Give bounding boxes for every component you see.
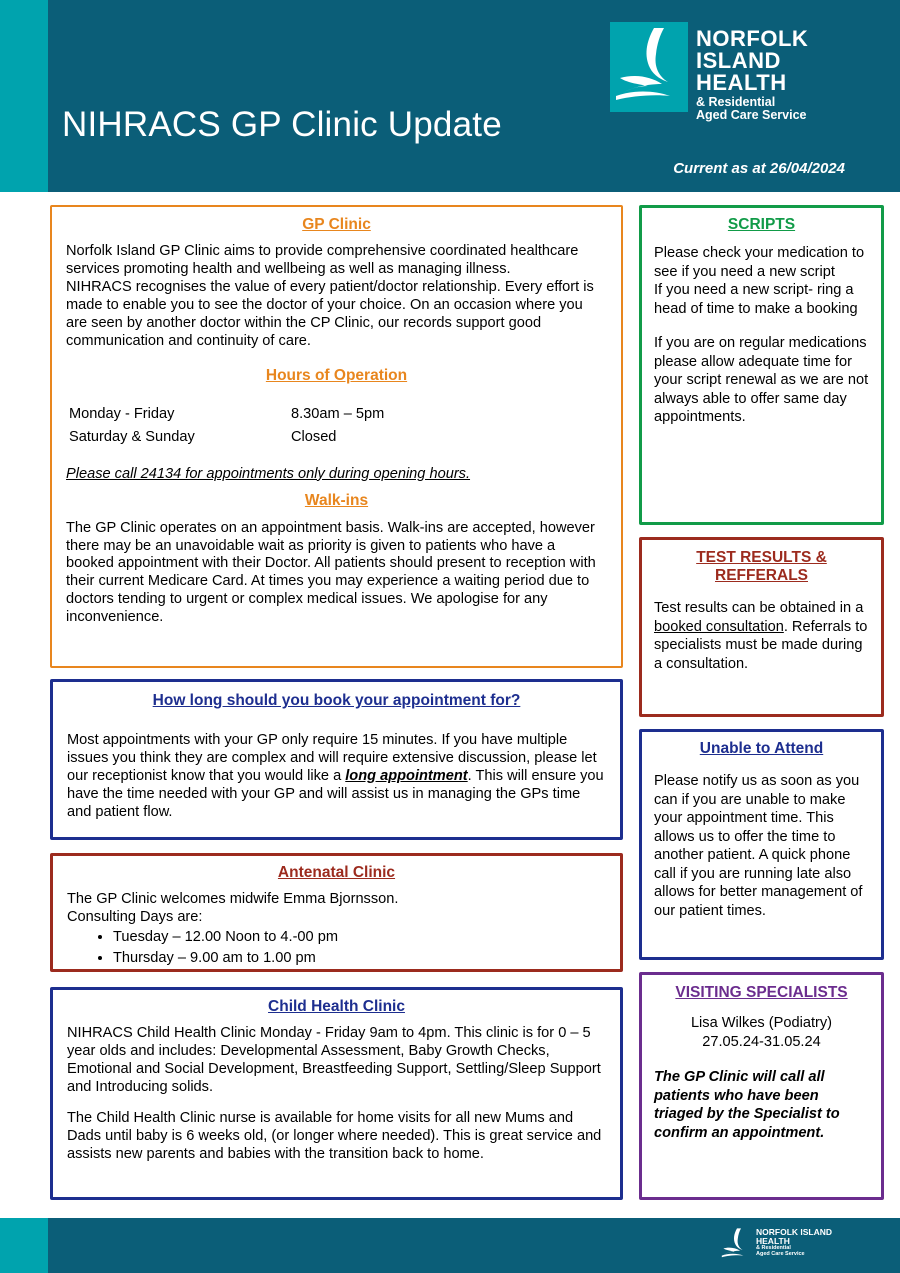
- appointment-length-title: How long should you book your appointment for?: [152, 692, 521, 709]
- list-item: • Tuesday – 12.00 Noon to 4.-00 pm: [113, 927, 606, 948]
- table-row: [68, 427, 605, 448]
- antenatal-days-list: [67, 927, 606, 969]
- test-results-text: [654, 599, 869, 673]
- footer-logo-mark-icon: [718, 1226, 752, 1262]
- appointment-length-text-part1: Most appointments with your GP only require 15 minutes. If you have multiple issues you think they are complex and will require extensive discussion, please let our receptionist know that you would like a: [67, 732, 597, 784]
- appointment-length-emphasis: long appointment: [345, 767, 468, 784]
- scripts-title: SCRIPTS: [727, 216, 796, 233]
- antenatal-clinic-section: [50, 853, 623, 972]
- footer-accent-bar: [0, 1218, 48, 1273]
- visiting-specialists-note: The GP Clinic will call all patients who have been triaged by the Specialist to confirm an appointment.: [654, 1069, 840, 1141]
- visiting-specialists-title: VISITING SPECIALISTS: [675, 984, 848, 1001]
- unable-to-attend-section: [639, 729, 884, 960]
- test-results-emphasis: booked consultation: [654, 618, 784, 635]
- test-results-section: [639, 537, 884, 717]
- unable-to-attend-text: Please notify us as soon as you can if you are unable to make your appointment time. This allows us to offer the time to another patient. A quick phone call if you are running late also allows for better management of our patient times.: [654, 773, 863, 919]
- table-row: [68, 404, 605, 425]
- test-results-title-line-1: TEST RESULTS &: [696, 549, 827, 566]
- gp-clinic-paragraph-2: NIHRACS recognises the value of every patient/doctor relationship. Every effort is made to enable you to see the doctor of your choice. On an occasion where you are seen by another doctor within the CP Clinic, our records support good communication and continuity of care.: [66, 278, 594, 349]
- antenatal-line-2: Consulting Days are:: [67, 908, 203, 925]
- hours-table: [66, 402, 607, 450]
- logo-line-1: NORFOLK: [696, 26, 809, 51]
- appointment-length-text: [67, 732, 606, 822]
- child-health-clinic-title: Child Health Clinic: [268, 998, 405, 1015]
- test-results-text-part1: Test results can be obtained in a: [654, 600, 864, 616]
- appointment-length-section: [50, 679, 623, 840]
- scripts-paragraph-3: If you are on regular medications please allow adequate time for your script renewal as we are not always able to offer same day appointments.: [654, 335, 869, 426]
- hours-days-1: Monday - Friday: [69, 405, 175, 422]
- unable-to-attend-title: Unable to Attend: [699, 740, 824, 757]
- test-results-text-part2: . Referrals to specialists must be made during a consultation.: [654, 618, 868, 672]
- logo-line-5: Aged Care Service: [696, 107, 807, 122]
- current-as-at-date: Current as at 26/04/2024: [673, 160, 845, 177]
- walk-ins-text: The GP Clinic operates on an appointment basis. Walk-ins are accepted, however there may be an unavoidable wait as priority is given to patients who have a booked appointment with their Doctor. All patients should present to reception with their current Medicare Card. At times you may experience a waiting period due to doctors tending to urgent or complex medical issues. We apologise for any inconvenience.: [66, 519, 596, 626]
- scripts-section: [639, 205, 884, 525]
- hours-days-2: Saturday & Sunday: [69, 428, 195, 445]
- list-item: • Thursday – 9.00 am to 1.00 pm: [113, 948, 606, 969]
- child-health-clinic-section: [50, 987, 623, 1200]
- footer-logo-line-2: & Residential: [756, 1244, 791, 1251]
- child-health-paragraph-2: The Child Health Clinic nurse is available for home visits for all new Mums and Dads until baby is 6 weeks old, (or longer where needed). This is great service and assists new parents and babies with the transition back to home.: [67, 1109, 602, 1162]
- specialist-dates: 27.05.24-31.05.24: [702, 1033, 821, 1050]
- logo-wordmark: [696, 28, 808, 121]
- appointment-length-text-part2: . This will ensure you have the time needed with your GP and will assist us in managing the GPs time and patient flow.: [67, 767, 604, 820]
- page-header: [0, 0, 900, 192]
- footer-logo-line-1: NORFOLK ISLAND HEALTH: [756, 1227, 833, 1246]
- header-accent-bar: [0, 0, 48, 192]
- footer-logo-line-3: Aged Care Service: [756, 1250, 805, 1257]
- hours-time-1: 8.30am – 5pm: [291, 405, 385, 422]
- child-health-paragraph-1: NIHRACS Child Health Clinic Monday - Friday 9am to 4pm. This clinic is for 0 – 5 year olds and includes: Developmental Assessment, Baby Growth Checks, Emotional and Social Development, Breastfeeding Support, Settling/Sleep Support and Introducing solids.: [67, 1025, 601, 1095]
- test-results-title-line-2: REFFERALS: [715, 567, 808, 584]
- nihracs-logo: [610, 22, 845, 122]
- footer-logo: [718, 1226, 848, 1264]
- logo-line-3: HEALTH: [696, 70, 787, 95]
- gp-clinic-title: GP Clinic: [302, 216, 371, 233]
- scripts-paragraph-1: Please check your medication to see if you need a new script: [654, 245, 865, 280]
- logo-line-4: & Residential: [696, 95, 776, 109]
- page-title: NIHRACS GP Clinic Update: [62, 105, 502, 144]
- appointment-phone-note: Please call 24134 for appointments only during opening hours.: [66, 465, 471, 482]
- walk-ins-title: Walk-ins: [304, 491, 369, 509]
- gp-clinic-paragraph-1: Norfolk Island GP Clinic aims to provide comprehensive coordinated healthcare services promoting health and wellbeing as well as managing illness.: [66, 243, 579, 277]
- logo-mark-icon: [610, 22, 688, 112]
- footer-logo-wordmark: [756, 1228, 848, 1257]
- logo-line-2: ISLAND: [696, 48, 781, 73]
- visiting-specialists-section: [639, 972, 884, 1200]
- document-content: [0, 192, 900, 1218]
- antenatal-clinic-title: Antenatal Clinic: [277, 864, 396, 881]
- gp-clinic-section: [50, 205, 623, 668]
- hours-time-2: Closed: [291, 428, 337, 445]
- hours-of-operation-title: Hours of Operation: [265, 366, 408, 384]
- scripts-paragraph-2: If you need a new script- ring a head of time to make a booking: [654, 282, 858, 317]
- antenatal-line-1: The GP Clinic welcomes midwife Emma Bjornsson.: [67, 891, 399, 907]
- page-footer: [0, 1218, 900, 1273]
- specialist-name: Lisa Wilkes (Podiatry): [690, 1015, 833, 1031]
